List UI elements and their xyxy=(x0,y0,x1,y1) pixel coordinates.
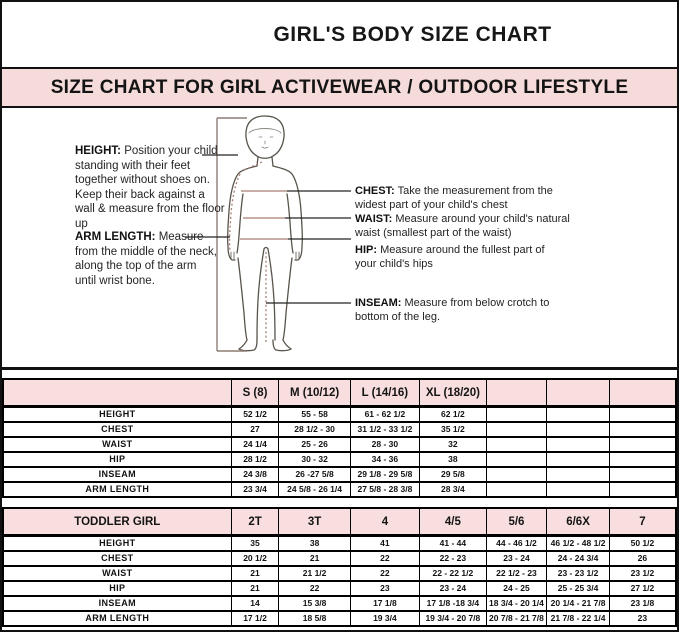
toddler-girl-size-table xyxy=(2,507,677,627)
col-header-empty xyxy=(3,379,231,407)
row-label: ARM LENGTH xyxy=(3,611,231,626)
size-cell: 24 - 24 3/4 xyxy=(547,551,610,566)
chest-note-label: CHEST: xyxy=(355,185,395,197)
spacer xyxy=(2,370,677,378)
size-cell: 22 xyxy=(350,566,419,581)
section-banner: SIZE CHART FOR GIRL ACTIVEWEAR / OUTDOOR LIFESTYLE xyxy=(2,69,677,108)
size-cell-empty xyxy=(547,407,610,423)
size-cell-empty xyxy=(609,422,676,437)
table-row xyxy=(3,566,676,581)
size-cell: 24 3/8 xyxy=(231,467,279,482)
size-cell: 44 - 46 1/2 xyxy=(486,536,547,552)
size-cell: 20 7/8 - 21 7/8 xyxy=(486,611,547,626)
col-header: 4/5 xyxy=(420,508,487,536)
arm-length-note-text: Measure from the middle of the neck, along the top of the arm until wrist bone. xyxy=(75,231,217,287)
girl-size-table xyxy=(2,378,677,498)
size-cell: 24 1/4 xyxy=(231,437,279,452)
row-label: HEIGHT xyxy=(3,536,231,552)
size-cell-empty xyxy=(609,437,676,452)
size-cell-empty xyxy=(609,482,676,497)
row-label: ARM LENGTH xyxy=(3,482,231,497)
size-cell: 20 1/2 xyxy=(231,551,279,566)
row-label: WAIST xyxy=(3,437,231,452)
height-note-label: HEIGHT: xyxy=(75,145,121,157)
size-cell: 41 xyxy=(350,536,419,552)
table-row xyxy=(3,482,676,497)
size-cell: 38 xyxy=(279,536,350,552)
size-cell-empty xyxy=(486,407,547,423)
arm-length-note xyxy=(75,230,217,288)
size-cell: 21 1/2 xyxy=(279,566,350,581)
inseam-note-text: Measure from below crotch to bottom of the leg. xyxy=(355,297,550,323)
size-cell: 38 xyxy=(420,452,487,467)
size-cell: 21 7/8 - 22 1/4 xyxy=(547,611,610,626)
size-cell: 31 1/2 - 33 1/2 xyxy=(350,422,419,437)
size-cell: 27 xyxy=(231,422,279,437)
col-header: 3T xyxy=(279,508,350,536)
size-cell: 28 1/2 xyxy=(231,452,279,467)
size-cell: 22 xyxy=(279,581,350,596)
size-cell: 22 - 23 xyxy=(420,551,487,566)
size-cell: 14 xyxy=(231,596,279,611)
size-cell: 23 3/4 xyxy=(231,482,279,497)
size-cell: 24 5/8 - 26 1/4 xyxy=(279,482,350,497)
hip-note-text: Measure around the fullest part of your child's hips xyxy=(355,244,545,270)
size-cell: 23 - 24 xyxy=(420,581,487,596)
col-header: 2T xyxy=(231,508,279,536)
size-cell-empty xyxy=(609,407,676,423)
spacer xyxy=(2,627,677,632)
size-cell: 20 1/4 - 21 7/8 xyxy=(547,596,610,611)
table-row xyxy=(3,581,676,596)
size-cell: 27 5/8 - 28 3/8 xyxy=(350,482,419,497)
col-header: 7 xyxy=(609,508,676,536)
shoulder-dotted-line xyxy=(242,162,262,171)
row-label: CHEST xyxy=(3,422,231,437)
col-header-empty xyxy=(547,379,610,407)
waist-note-label: WAIST: xyxy=(355,213,393,225)
header-row xyxy=(3,508,676,536)
size-cell-empty xyxy=(486,452,547,467)
row-label: HIP xyxy=(3,581,231,596)
size-cell: 21 xyxy=(231,566,279,581)
size-cell: 19 3/4 xyxy=(350,611,419,626)
size-cell: 22 - 22 1/2 xyxy=(420,566,487,581)
waist-note-text: Measure around your child's natural waist (smallest part of the waist) xyxy=(355,213,570,239)
col-header: 4 xyxy=(350,508,419,536)
size-cell: 17 1/2 xyxy=(231,611,279,626)
size-cell: 55 - 58 xyxy=(279,407,350,423)
col-header: 5/6 xyxy=(486,508,547,536)
child-figure xyxy=(228,116,303,351)
size-cell: 23 1/2 xyxy=(609,566,676,581)
size-cell: 18 3/4 - 20 1/4 xyxy=(486,596,547,611)
col-header-empty xyxy=(486,379,547,407)
size-cell: 17 1/8 -18 3/4 xyxy=(420,596,487,611)
size-cell: 23 - 24 xyxy=(486,551,547,566)
size-cell: 28 - 30 xyxy=(350,437,419,452)
table-row xyxy=(3,536,676,552)
size-cell-empty xyxy=(547,437,610,452)
size-cell-empty xyxy=(547,422,610,437)
size-cell: 27 1/2 xyxy=(609,581,676,596)
row-label: INSEAM xyxy=(3,467,231,482)
measurement-diagram xyxy=(2,108,677,370)
header-row xyxy=(3,379,676,407)
size-cell: 21 xyxy=(279,551,350,566)
page-title: GIRL'S BODY SIZE CHART xyxy=(2,2,677,69)
size-cell: 17 1/8 xyxy=(350,596,419,611)
size-cell: 29 1/8 - 29 5/8 xyxy=(350,467,419,482)
size-cell: 23 xyxy=(609,611,676,626)
col-header-empty xyxy=(609,379,676,407)
col-header: M (10/12) xyxy=(279,379,350,407)
size-cell: 23 - 23 1/2 xyxy=(547,566,610,581)
size-cell: 50 1/2 xyxy=(609,536,676,552)
size-cell: 22 xyxy=(350,551,419,566)
col-header: L (14/16) xyxy=(350,379,419,407)
table-row xyxy=(3,407,676,423)
size-cell-empty xyxy=(609,467,676,482)
size-cell: 23 xyxy=(350,581,419,596)
hip-note-label: HIP: xyxy=(355,244,377,256)
size-cell: 35 xyxy=(231,536,279,552)
col-header: TODDLER GIRL xyxy=(3,508,231,536)
col-header: XL (18/20) xyxy=(420,379,487,407)
row-label: HEIGHT xyxy=(3,407,231,423)
size-cell: 61 - 62 1/2 xyxy=(350,407,419,423)
size-cell: 34 - 36 xyxy=(350,452,419,467)
size-cell: 52 1/2 xyxy=(231,407,279,423)
size-cell: 28 3/4 xyxy=(420,482,487,497)
col-header: S (8) xyxy=(231,379,279,407)
size-cell-empty xyxy=(486,482,547,497)
row-label: HIP xyxy=(3,452,231,467)
size-cell: 28 1/2 - 30 xyxy=(279,422,350,437)
col-header: 6/6X xyxy=(547,508,610,536)
spacer xyxy=(2,498,677,507)
table-row xyxy=(3,467,676,482)
size-cell: 18 5/8 xyxy=(279,611,350,626)
row-label: INSEAM xyxy=(3,596,231,611)
inseam-note-label: INSEAM: xyxy=(355,297,402,309)
table-row xyxy=(3,611,676,626)
size-cell: 19 3/4 - 20 7/8 xyxy=(420,611,487,626)
size-cell: 15 3/8 xyxy=(279,596,350,611)
size-cell: 25 - 26 xyxy=(279,437,350,452)
height-note xyxy=(75,144,225,231)
chest-note xyxy=(355,184,563,212)
size-cell: 24 - 25 xyxy=(486,581,547,596)
size-cell: 26 -27 5/8 xyxy=(279,467,350,482)
table-row xyxy=(3,551,676,566)
size-cell: 23 1/8 xyxy=(609,596,676,611)
size-cell: 25 - 25 3/4 xyxy=(547,581,610,596)
arm-length-note-label: ARM LENGTH: xyxy=(75,231,156,243)
row-label: CHEST xyxy=(3,551,231,566)
size-cell: 30 - 32 xyxy=(279,452,350,467)
inseam-note xyxy=(355,296,573,324)
size-cell-empty xyxy=(547,467,610,482)
table-row xyxy=(3,596,676,611)
table-row xyxy=(3,422,676,437)
size-cell-empty xyxy=(547,482,610,497)
size-cell-empty xyxy=(609,452,676,467)
size-cell-empty xyxy=(486,467,547,482)
table-row xyxy=(3,437,676,452)
size-cell: 32 xyxy=(420,437,487,452)
size-cell-empty xyxy=(486,437,547,452)
waist-note xyxy=(355,212,573,240)
height-note-text: Position your child standing with their feet together without shoes on. Keep their back against a wall & measure from the floor up xyxy=(75,145,225,230)
size-cell: 26 xyxy=(609,551,676,566)
size-cell: 41 - 44 xyxy=(420,536,487,552)
size-cell: 62 1/2 xyxy=(420,407,487,423)
size-cell: 46 1/2 - 48 1/2 xyxy=(547,536,610,552)
hip-note xyxy=(355,243,563,271)
size-cell: 35 1/2 xyxy=(420,422,487,437)
size-cell: 21 xyxy=(231,581,279,596)
chest-note-text: Take the measurement from the widest part of your child's chest xyxy=(355,185,553,211)
table-row xyxy=(3,452,676,467)
size-cell: 22 1/2 - 23 xyxy=(486,566,547,581)
size-cell-empty xyxy=(547,452,610,467)
row-label: WAIST xyxy=(3,566,231,581)
size-cell: 29 5/8 xyxy=(420,467,487,482)
size-cell-empty xyxy=(486,422,547,437)
